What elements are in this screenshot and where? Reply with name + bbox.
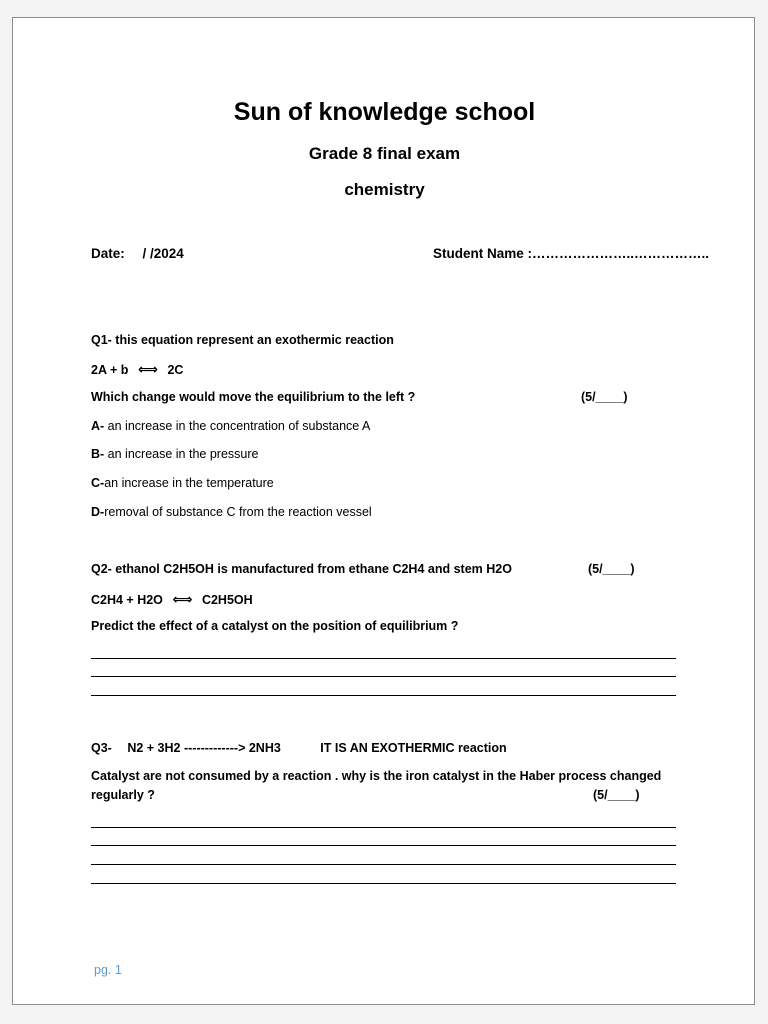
q1-option-b	[91, 447, 258, 461]
subject-title: chemistry	[344, 180, 425, 199]
q1-option-d	[91, 505, 372, 519]
q1-eq-left: 2A + b	[91, 363, 129, 377]
q2-question: Predict the effect of a catalyst on the position of equilibrium ?	[91, 619, 459, 633]
school-name: Sun of knowledge school	[233, 98, 536, 126]
answer-line	[91, 845, 676, 846]
page-number: pg. 1	[94, 963, 122, 977]
q1-equation	[91, 361, 183, 378]
q1-question: Which change would move the equilibrium to the left ?	[91, 390, 416, 404]
q2-title: Q2- ethanol C2H5OH is manufactured from ethane C2H4 and stem H2O	[91, 562, 512, 576]
q3-note: IT IS AN EXOTHERMIC reaction	[320, 741, 507, 755]
exam-page	[12, 17, 755, 1005]
student-name-field: Student Name :…………………..……………..	[433, 246, 710, 261]
option-text: an increase in the temperature	[104, 476, 274, 490]
option-letter: A-	[91, 419, 105, 433]
option-text: an increase in the concentration of substance A	[104, 419, 371, 433]
option-letter: D-	[91, 505, 105, 519]
q3-question-line1: Catalyst are not consumed by a reaction . why is the iron catalyst in the Haber process changed	[91, 769, 662, 783]
option-text: an increase in the pressure	[104, 447, 259, 461]
date-value: / /2024	[142, 246, 184, 261]
answer-line	[91, 827, 676, 828]
date-label: Date:	[91, 246, 125, 261]
q2-equation	[91, 591, 253, 608]
q3-label: Q3-	[91, 741, 112, 755]
q2-score: (5/____)	[588, 562, 635, 576]
q3-equation: N2 + 3H2 -------------> 2NH3	[127, 741, 281, 755]
q3-question-line2: regularly ?	[91, 788, 155, 802]
option-letter: B-	[91, 447, 105, 461]
q1-score: (5/____)	[581, 390, 628, 404]
q1-option-a	[91, 419, 370, 433]
q3-score: (5/____)	[593, 788, 640, 802]
equilibrium-arrow-icon: ⟺	[172, 591, 193, 607]
option-text: removal of substance C from the reaction vessel	[104, 505, 372, 519]
equilibrium-arrow-icon: ⟺	[137, 361, 158, 377]
q3-header	[91, 741, 507, 755]
answer-line	[91, 676, 676, 677]
answer-line	[91, 864, 676, 865]
answer-line	[91, 658, 676, 659]
q2-eq-left: C2H4 + H2O	[91, 593, 163, 607]
option-letter: C-	[91, 476, 105, 490]
answer-line	[91, 695, 676, 696]
q1-option-c	[91, 476, 274, 490]
exam-title: Grade 8 final exam	[308, 144, 461, 163]
date-field	[91, 246, 184, 261]
q1-title: Q1- this equation represent an exothermic reaction	[91, 333, 394, 347]
answer-line	[91, 883, 676, 884]
q2-eq-right: C2H5OH	[201, 593, 253, 607]
q1-eq-right: 2C	[167, 363, 184, 377]
